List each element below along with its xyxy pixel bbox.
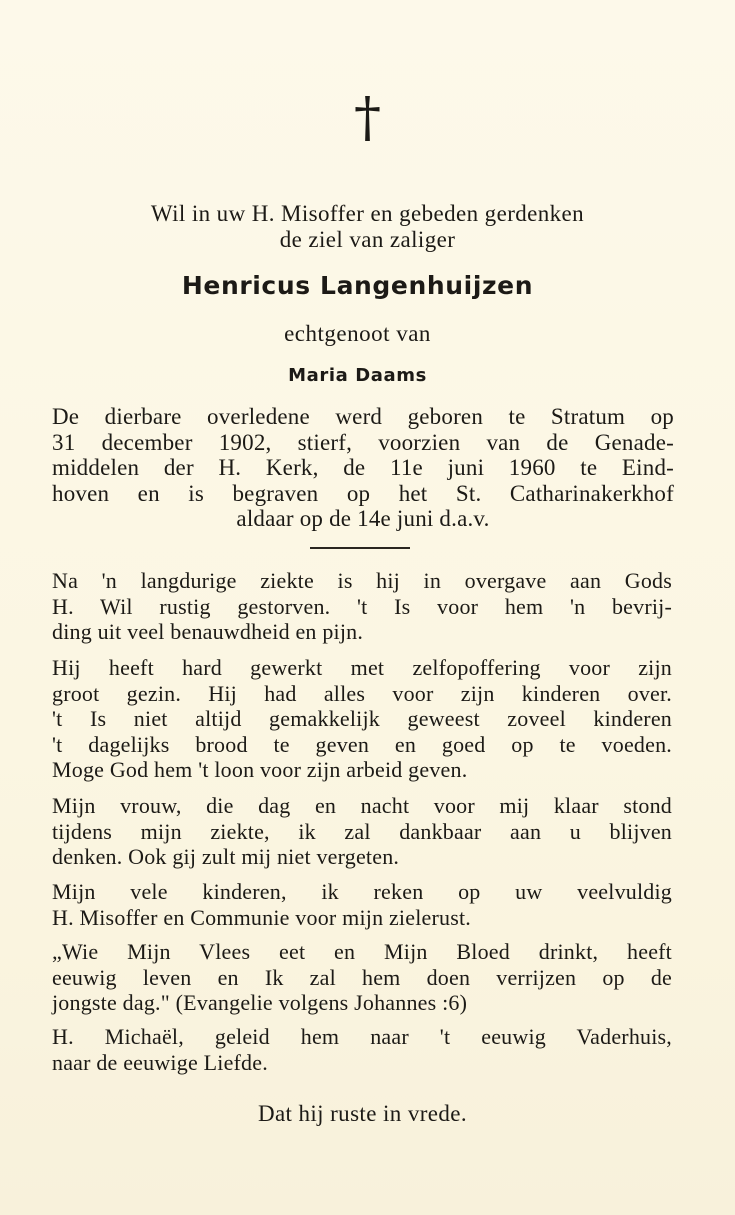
spouse-label: echtgenoot van <box>284 321 431 346</box>
paragraph <box>52 568 672 645</box>
paragraph-line: H. Misoffer en Communie voor mijn zielerust. <box>52 904 471 930</box>
paragraph <box>52 1024 672 1075</box>
paragraph-line: denken. Ook gij zult mij niet vergeten. <box>52 844 400 869</box>
bio-line: De dierbare overledene werd geboren te Stratum op <box>52 404 674 429</box>
paragraph-line: groot gezin. Hij had alles voor zijn kinderen over. <box>52 680 672 706</box>
paragraph-line: H. Michaël, geleid hem naar 't eeuwig Vaderhuis, <box>52 1024 672 1049</box>
paragraph-line: eeuwig leven en Ik zal hem doen verrijzen op de <box>52 964 672 990</box>
paragraph <box>52 939 672 1016</box>
paragraph <box>52 655 672 783</box>
paragraph-line: 't dagelijks brood te geven en goed op te voeden. <box>52 731 672 757</box>
paragraph-line: H. Wil rustig gestorven. 't Is voor hem 'n bevrij- <box>52 593 672 619</box>
paragraph-line: ding uit veel benauwdheid en pijn. <box>52 619 364 644</box>
paragraph-line: Moge God hem 't loon voor zijn arbeid geven. <box>52 757 468 782</box>
cross-icon: † <box>354 86 381 149</box>
paragraph <box>52 879 672 930</box>
paragraph-line: Mijn vrouw, die dag en nacht voor mij klaar stond <box>52 793 672 818</box>
bio-line: middelen der H. Kerk, de 11e juni 1960 te Eind- <box>52 455 674 480</box>
paragraph <box>52 793 672 870</box>
bio-line: 31 december 1902, stierf, voorzien van de Genade- <box>52 429 674 455</box>
paragraph-line: tijdens mijn ziekte, ik zal dankbaar aan u blijven <box>52 818 672 844</box>
paragraph-line: „Wie Mijn Vlees eet en Mijn Bloed drinkt, heeft <box>52 939 672 964</box>
divider <box>310 547 410 549</box>
paragraph-line: Na 'n langdurige ziekte is hij in overgave aan Gods <box>52 568 672 593</box>
paragraph-line: jongste dag." (Evangelie volgens Johannes :6) <box>52 990 468 1015</box>
bio-line: hoven en is begraven op het St. Catharinakerkhof <box>52 480 674 506</box>
deceased-name: Henricus Langenhuijzen <box>181 271 534 300</box>
paragraph-line: 't Is niet altijd gemakkelijk geweest zoveel kinderen <box>52 706 672 731</box>
biography <box>52 404 674 532</box>
intro-text <box>70 201 665 253</box>
bio-line: aldaar op de 14e juni d.a.v. <box>236 506 490 531</box>
intro-line: Wil in uw H. Misoffer en gebeden gerdenken <box>150 201 585 226</box>
paragraph-line: Hij heeft hard gewerkt met zelfopoffering voor zijn <box>52 655 672 680</box>
intro-line: de ziel van zaliger <box>279 227 456 252</box>
paragraph-line: naar de eeuwige Liefde. <box>52 1049 268 1075</box>
paragraph-line: Mijn vele kinderen, ik reken op uw veelvuldig <box>52 879 672 904</box>
closing-line: Dat hij ruste in vrede. <box>257 1101 468 1126</box>
spouse-name: Maria Daams <box>288 365 427 386</box>
